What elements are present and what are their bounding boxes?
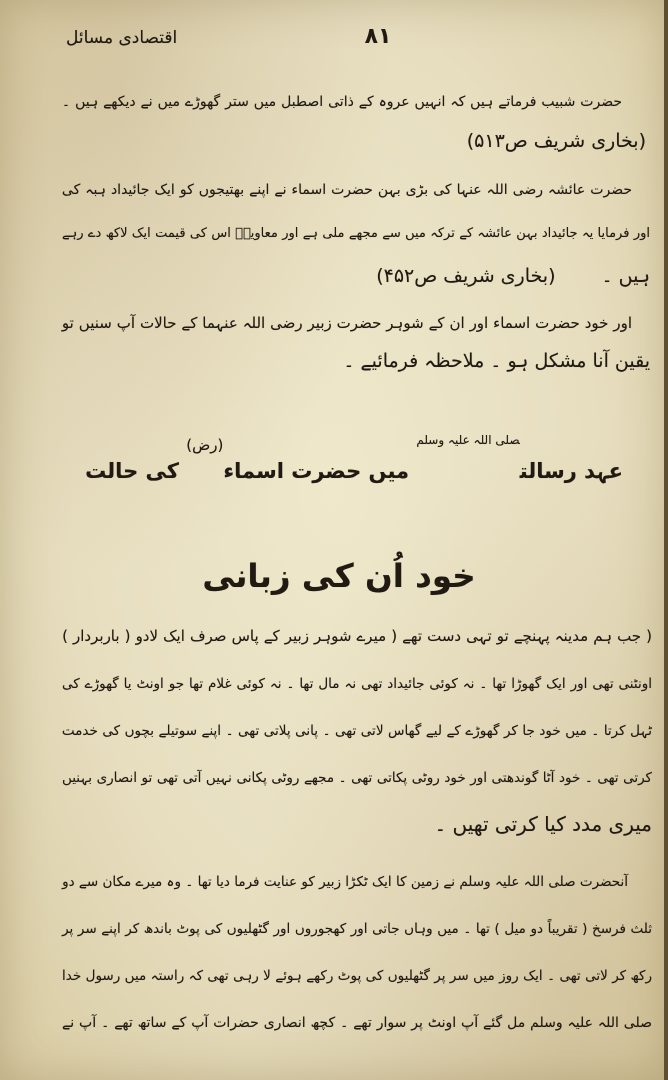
intro-p3-line-2-text: یقین آنا مشکل ہو ۔ ملاحظہ فرمائیے ۔ bbox=[343, 350, 650, 372]
heading-part-3: کی حالت bbox=[85, 459, 179, 483]
chapter-subheading-text: خود اُن کی زبانی bbox=[202, 557, 476, 595]
narrative-p2-line-3 bbox=[60, 957, 652, 993]
narrative-p1-line-1-text: ( جب ہم مدینہ پہنچے تو تہی دست تھے ( میرے شوہر زبیر کے پاس صرف ایک لادو ( باربردار ) bbox=[62, 627, 652, 645]
narrative-p2-line-4 bbox=[60, 1004, 652, 1040]
intro-p1-line-1-text: حضرت شبیب فرماتے ہیں کہ انہیں عروہ کے ذاتی اصطبل میں ستر گھوڑے میں نے دیکھے ہیں ۔ bbox=[61, 94, 622, 110]
intro-p2-line-3-text: ہیں ۔ bbox=[601, 265, 650, 287]
honorific-asma: (رض) bbox=[186, 436, 224, 454]
narrative-p1-line-5-text: میری مدد کیا کرتی تھیں ۔ bbox=[434, 812, 652, 836]
narrative-p2-line-2 bbox=[60, 910, 652, 946]
heading-part-2: میں حضرت اسماء bbox=[223, 459, 410, 483]
intro-p2-line-2 bbox=[60, 214, 650, 250]
intro-p1-reference bbox=[60, 123, 646, 159]
narrative-p1-line-3 bbox=[60, 712, 652, 748]
intro-p2-line-1-text: حضرت عائشہ رضی اللہ عنہا کی بڑی بہن حضرت اسماء نے اپنے بھتیجوں کو ایک جائیداد ہبہ کی bbox=[61, 182, 632, 198]
chapter-heading-text bbox=[85, 430, 623, 512]
intro-p2-line-1 bbox=[60, 171, 632, 207]
narrative-p1-line-2-text: اونٹنی تھی اور ایک گھوڑا تھا ۔ نہ کوئی جائیداد تھی نہ مال تھا ۔ نہ کوئی غلام تھا جو اونٹ یا گھوڑے کی bbox=[62, 676, 652, 692]
narrative-p1-line-3-text: ٹہل کرتا ۔ میں خود جا کر گھوڑے کے لیے گھاس لاتی تھی ۔ پانی پلاتی تھی ۔ اپنے سوتیلے بچوں کی خدمت bbox=[61, 723, 652, 739]
bukhari-reference-1: (بخاری شریف ص۵۱۳) bbox=[466, 130, 646, 152]
intro-p2-line-3 bbox=[60, 258, 650, 294]
page-number: ۸۱ bbox=[364, 24, 392, 49]
narrative-p1-line-4-text: کرتی تھی ۔ خود آٹا گوندھتی اور خود روٹی پکاتی تھی ۔ مجھے روٹی پکانی نہیں آتی تھی تو انصاری بہنیں bbox=[61, 770, 652, 786]
narrative-p2-line-3-text: رکھ کر لاتی تھی ۔ ایک روز میں سر پر گٹھلیوں کی پوٹ رکھے ہوئے لا رہی تھی کہ راستہ میں رسول خدا bbox=[62, 968, 652, 984]
narrative-p2-line-2-text: ثلث فرسخ ( تقریباً دو میل ) تھا ۔ میں وہاں جاتی اور کھجوروں اور گٹھلیوں کی پوٹ باندھ کر اپنے سر پر bbox=[62, 921, 652, 937]
bukhari-reference-2: (بخاری شریف ص۴۵۲) bbox=[376, 265, 556, 287]
intro-p2-line-2-text: اور فرمایا یہ جائیداد بہن عائشہ کے ترکہ میں سے مجھے ملی ہے اور معاویہؓ اس کی قیمت ایک لاکھ دے رہے bbox=[62, 226, 650, 241]
narrative-p2-line-1-text: آنحضرت صلی اللہ علیہ وسلم نے زمین کا ایک ٹکڑا زبیر کو عنایت فرما دیا تھا ۔ وہ میرے مکان سے دو bbox=[62, 874, 628, 890]
intro-p3-line-1 bbox=[60, 305, 632, 341]
intro-p1-line-1 bbox=[60, 83, 622, 119]
intro-p3-line-1-text: اور خود حضرت اسماء اور ان کے شوہر حضرت زبیر رضی اللہ عنہما کے حالات آپ سنیں تو bbox=[61, 314, 632, 332]
heading-part-1: عہد رسالت bbox=[519, 459, 623, 483]
narrative-p2-line-4-text: صلی اللہ علیہ وسلم مل گئے آپ اونٹ پر سوار تھے ۔ کچھ انصاری حضرات آپ کے ساتھ تھے ۔ آپ نے bbox=[62, 1015, 652, 1031]
honorific-prophet: صلی اللہ علیہ وسلم bbox=[416, 433, 520, 447]
narrative-p1-line-5 bbox=[60, 806, 652, 842]
running-title: اقتصادی مسائل bbox=[66, 28, 178, 48]
chapter-subheading bbox=[200, 548, 478, 604]
intro-p2-line-3-wrap bbox=[376, 258, 650, 294]
intro-p3-line-2 bbox=[60, 343, 650, 379]
chapter-heading bbox=[80, 430, 628, 512]
narrative-p1-line-1 bbox=[60, 618, 652, 654]
narrative-p1-line-2 bbox=[60, 665, 652, 701]
narrative-p1-line-4 bbox=[60, 759, 652, 795]
narrative-p2-line-1 bbox=[60, 863, 628, 899]
